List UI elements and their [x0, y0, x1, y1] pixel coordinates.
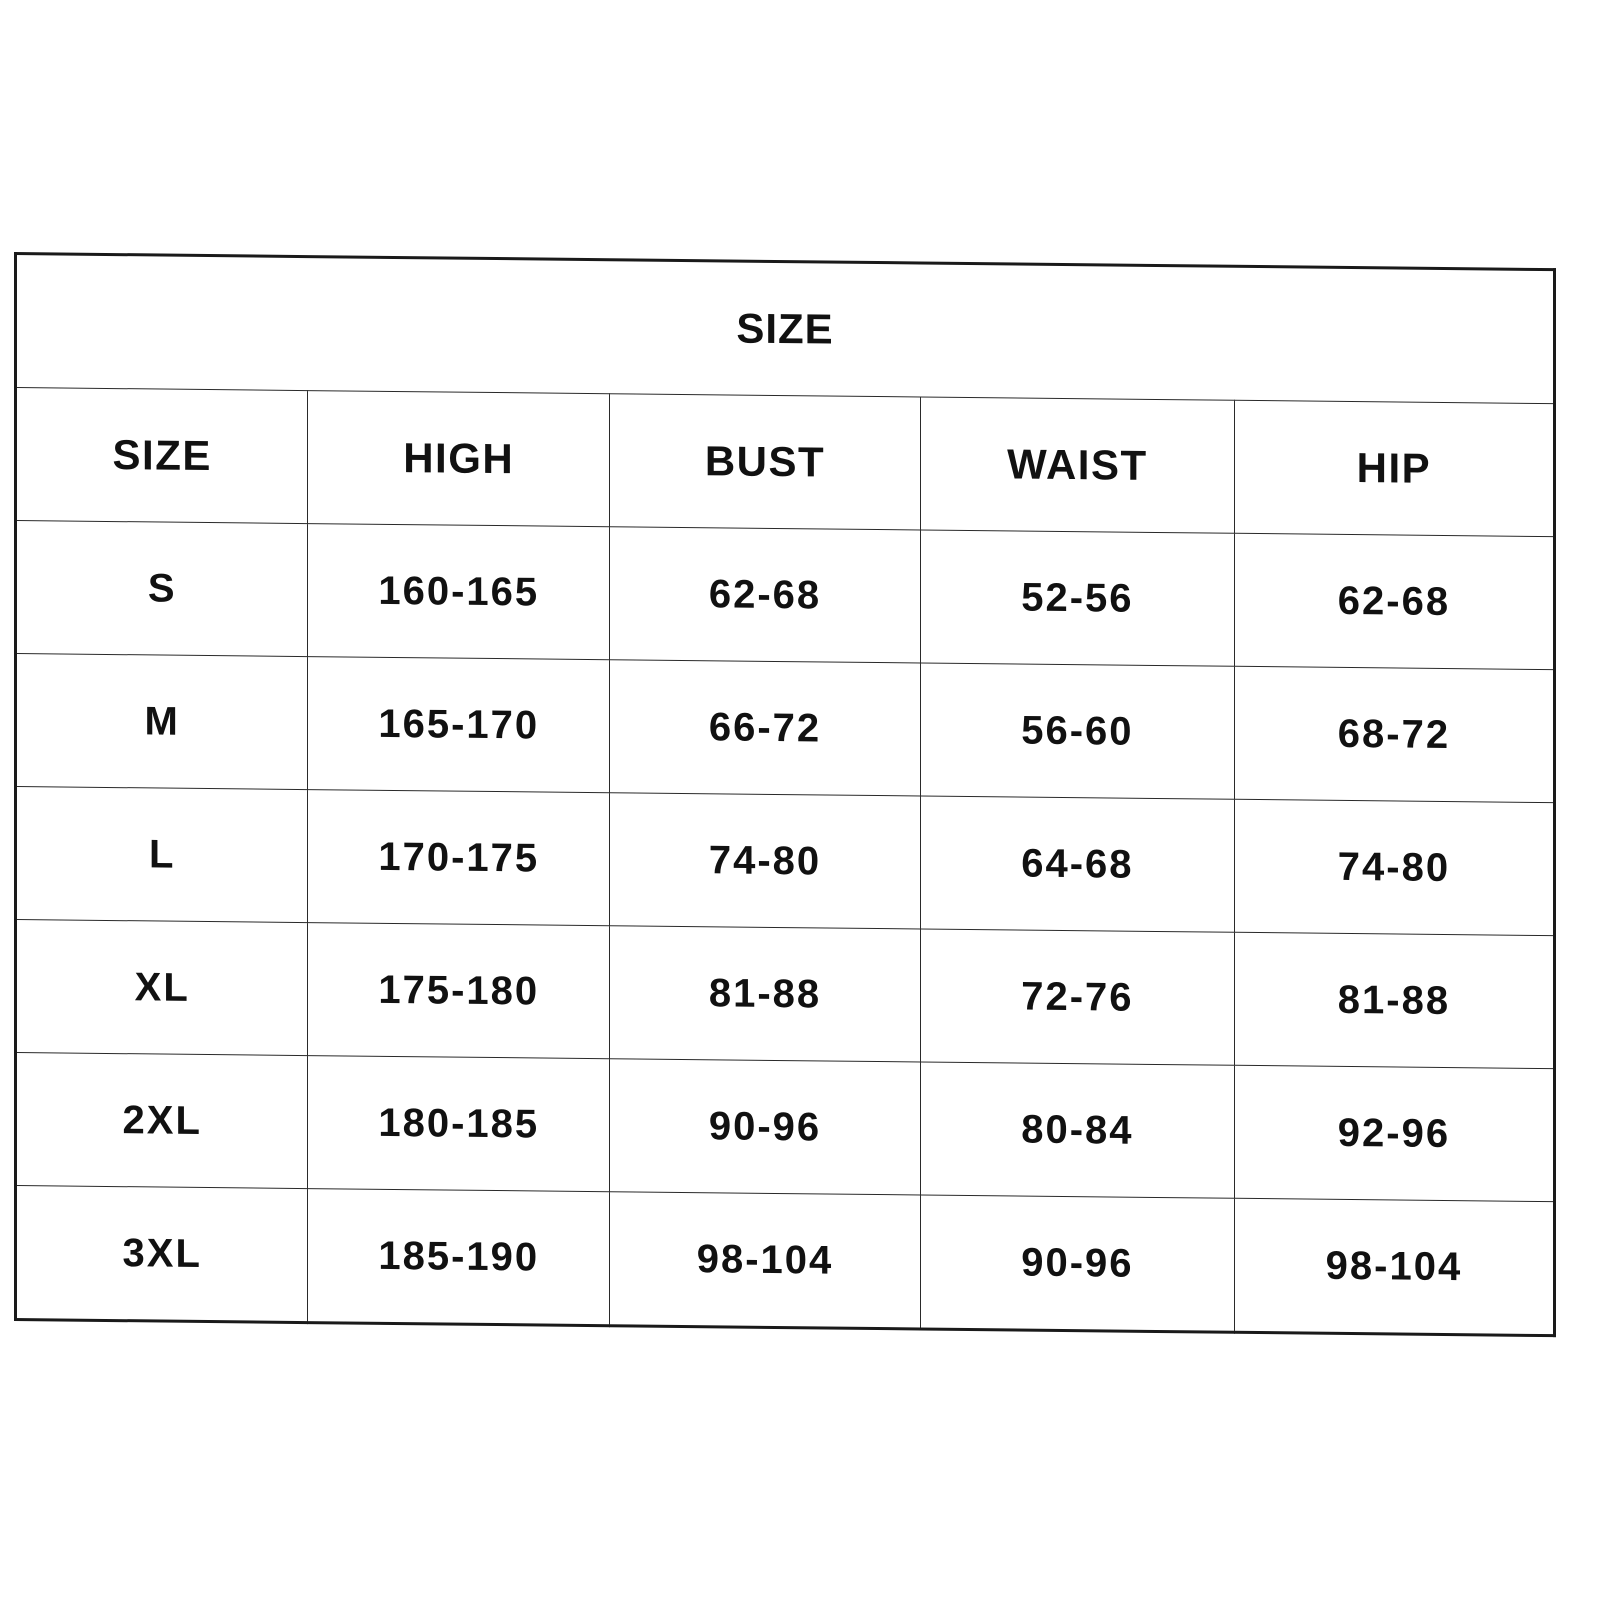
cell-hip: 62-68 — [1234, 533, 1554, 669]
table-title: SIZE — [16, 254, 1555, 404]
table-row — [16, 521, 1555, 670]
cell-waist: 64-68 — [920, 796, 1234, 932]
cell-hip: 92-96 — [1234, 1065, 1554, 1201]
cell-high: 170-175 — [308, 790, 610, 926]
cell-high: 175-180 — [308, 923, 610, 1059]
cell-bust: 81-88 — [610, 926, 921, 1062]
cell-waist: 72-76 — [920, 929, 1234, 1065]
cell-high: 185-190 — [308, 1189, 610, 1326]
cell-size: XL — [16, 920, 308, 1056]
cell-high: 160-165 — [308, 524, 610, 660]
cell-high: 180-185 — [308, 1056, 610, 1192]
table-row — [16, 920, 1555, 1069]
cell-high: 165-170 — [308, 657, 610, 793]
table-row — [16, 787, 1555, 936]
cell-hip: 74-80 — [1234, 799, 1554, 935]
cell-hip: 81-88 — [1234, 932, 1554, 1068]
header-hip: HIP — [1234, 400, 1554, 536]
table-row — [16, 654, 1555, 803]
cell-bust: 74-80 — [610, 793, 921, 929]
header-bust: BUST — [610, 394, 921, 530]
cell-hip: 98-104 — [1234, 1198, 1554, 1335]
cell-waist: 56-60 — [920, 663, 1234, 799]
cell-bust: 90-96 — [610, 1059, 921, 1195]
cell-size: 2XL — [16, 1053, 308, 1189]
cell-size: L — [16, 787, 308, 923]
header-high: HIGH — [308, 391, 610, 527]
size-chart — [14, 252, 1556, 1330]
table-row — [16, 1186, 1555, 1336]
header-waist: WAIST — [920, 397, 1234, 533]
cell-waist: 80-84 — [920, 1062, 1234, 1198]
header-row — [16, 388, 1555, 537]
cell-hip: 68-72 — [1234, 666, 1554, 802]
size-table — [14, 252, 1556, 1337]
table-row — [16, 1053, 1555, 1202]
cell-size: M — [16, 654, 308, 790]
cell-bust: 98-104 — [610, 1192, 921, 1329]
header-size: SIZE — [16, 388, 308, 524]
cell-size: 3XL — [16, 1186, 308, 1323]
cell-waist: 52-56 — [920, 530, 1234, 666]
cell-waist: 90-96 — [920, 1195, 1234, 1332]
cell-bust: 62-68 — [610, 527, 921, 663]
cell-bust: 66-72 — [610, 660, 921, 796]
cell-size: S — [16, 521, 308, 657]
title-row — [16, 254, 1555, 404]
